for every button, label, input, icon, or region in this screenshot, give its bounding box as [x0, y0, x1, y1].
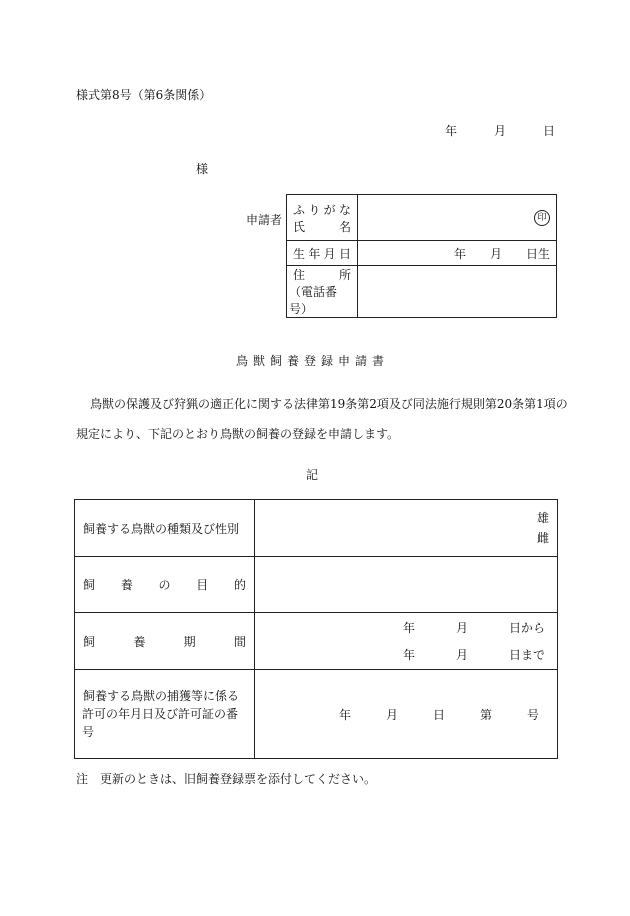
submission-date: [445, 122, 555, 139]
addressee-suffix: 様: [196, 162, 209, 176]
species-value-cell[interactable]: [255, 500, 558, 557]
purpose-value-cell[interactable]: [255, 557, 558, 613]
date-month: 月: [493, 124, 506, 138]
permit-month-unit: 月: [385, 707, 398, 722]
address-value-cell[interactable]: [358, 266, 557, 318]
period-label: 飼 養 期 間: [83, 634, 246, 649]
permit-number-suffix: 号: [526, 707, 539, 722]
date-day: 日: [542, 124, 555, 138]
form-number: 様式第8号（第6条関係）: [76, 88, 212, 102]
ki-heading: 記: [306, 468, 319, 482]
phone-label: （電話番号）: [289, 285, 338, 316]
birth-label-cell: [287, 241, 358, 266]
applicant-table: [286, 194, 557, 318]
permit-value-cell[interactable]: [255, 670, 558, 759]
birth-label: 生 年 月 日: [293, 246, 351, 261]
species-label: 飼養する鳥獣の種類及び性別: [75, 500, 255, 557]
footnote: 注 更新のときは、旧飼養登録票を添付してください。: [76, 772, 377, 786]
sex-male: 雄: [536, 511, 549, 525]
furigana-label: ふ り が な: [293, 202, 351, 217]
purpose-label: 飼 養 の 目 的: [83, 578, 246, 592]
birth-day-unit: 日生: [525, 246, 550, 261]
paragraph-line-2: 規定により、下記のとおり鳥獣の飼養の登録を申請します。: [76, 427, 400, 441]
name-value-cell[interactable]: [358, 195, 557, 241]
details-table: [74, 499, 558, 759]
name-label: 氏 名: [293, 219, 351, 234]
applicant-label: 申請者: [246, 213, 283, 227]
seal-icon: 印: [534, 210, 550, 226]
document-title: 鳥獣飼養登録申請書: [236, 354, 390, 368]
period-value-cell[interactable]: [255, 613, 558, 670]
permit-number-prefix: 第: [479, 707, 492, 722]
period-to: 年 月 日まで: [403, 648, 545, 662]
date-year: 年: [445, 124, 458, 138]
purpose-label-cell: [75, 557, 255, 613]
name-label-cell: [287, 195, 358, 241]
period-from: 年 月 日から: [403, 621, 545, 635]
birth-value-cell[interactable]: [358, 241, 557, 266]
permit-year-unit: 年: [339, 707, 352, 722]
birth-year-unit: 年: [453, 246, 466, 261]
period-label-cell: [75, 613, 255, 670]
permit-label-cell: [75, 670, 255, 759]
permit-day-unit: 日: [432, 707, 445, 722]
permit-label-line-1: 飼養する鳥獣の捕獲等に係る: [83, 689, 240, 703]
address-label: 住 所: [293, 268, 351, 282]
paragraph-line-1: 鳥獣の保護及び狩猟の適正化に関する法律第19条第2項及び同法施行規則第20条第1項の: [90, 397, 568, 411]
permit-label-line-2: 許可の年月日及び許可証の番号: [82, 707, 239, 739]
address-label-cell: [287, 266, 358, 318]
birth-month-unit: 月: [489, 246, 502, 261]
sex-female: 雌: [536, 531, 549, 545]
